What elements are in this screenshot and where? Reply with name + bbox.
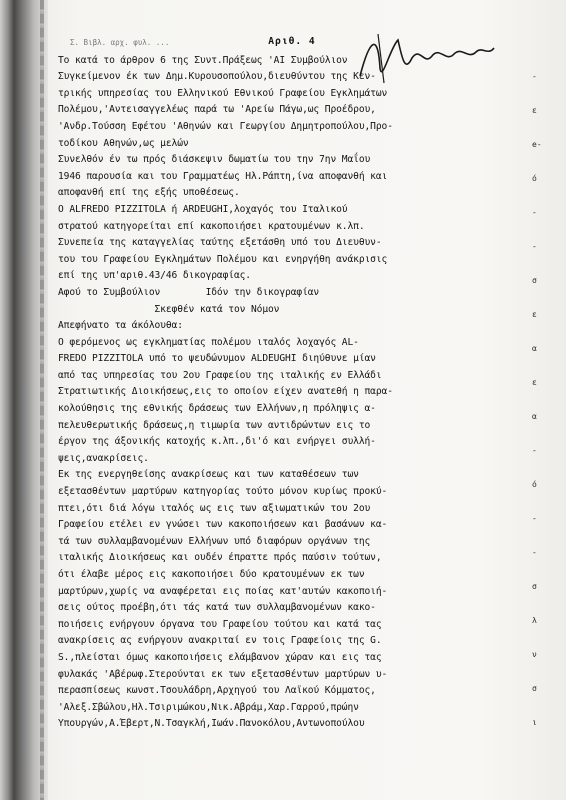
- text-line: ιταλικής Διοικήσεως και ουδέν έπραττε πρός παύσιν τούτων,: [58, 552, 382, 564]
- text-line: έργον της άξονικής κατοχής κ.λπ.,δι'ό και ενήργει συλλή-: [58, 436, 376, 448]
- text-line: Συνελθόν έν τω πρός διάσκεψιν δωματίω του την 7ην Μαΐου: [58, 154, 371, 166]
- document-body: [58, 34, 526, 733]
- text-line: αποφανθή επί της εξής υποθέσεως.: [58, 187, 240, 199]
- document-title: Αριθ. 4: [268, 36, 316, 47]
- margin-note: α: [532, 412, 537, 421]
- right-margin-notes: [532, 70, 562, 790]
- margin-note: -: [532, 208, 537, 217]
- binding-stitch: [40, 0, 44, 800]
- text-line: Σκεφθέν κατά τον Νόμον: [58, 303, 280, 315]
- text-line: περασπίσεως κωνστ.Τσουλάδρη,Αρχηγού του Λαϊκού Κόμματος,: [58, 685, 376, 697]
- margin-note: σ: [532, 276, 537, 285]
- text-line: Ο ALFREDO PIZZITOLA ή ARDEUGHI,λοχαγός του Ιταλικού: [58, 203, 348, 215]
- text-line: από τας υπηρεσίας του 2ου Γραφείου της ιταλικής εν Ελλάδι: [58, 369, 382, 381]
- margin-note: ε: [532, 378, 537, 387]
- text-line: Στρατιωτικής Διοικήσεως,εις το οποίον είχεν ανατεθή η παρα-: [58, 386, 393, 398]
- margin-note: -: [532, 446, 537, 455]
- text-line: ανακρίσεις ας ενήργουν ανακριταί εν τοις Γραφείοις της G.: [58, 635, 382, 647]
- text-line: επί της υπ'αριθ.43/46 δικογραφίας.: [58, 270, 251, 282]
- margin-note: ν: [532, 650, 537, 659]
- margin-note: e-: [532, 140, 542, 149]
- margin-note: λ: [532, 616, 537, 625]
- text-line: τρικής υπηρεσίας του Ελληνικού Εθνικού Γραφείου Εγκλημάτων: [58, 87, 388, 99]
- margin-note: ε: [532, 106, 537, 115]
- text-line: εξετασθέντων μαρτύρων κατηγορίας τούτο μόνον κυρίως προκύ-: [58, 486, 388, 498]
- text-line: ότι έλαβε μέρος εις κακοποιήσει δύο κρατουμένων εκ των: [58, 569, 365, 580]
- text-line: σεις ούτος προέβη,ότι τάς κατά των συλλαμβανομένων κακο-: [58, 602, 376, 614]
- text-line: Απεφήνατο τα άκόλουθα:: [58, 320, 183, 332]
- margin-note: α: [532, 344, 537, 353]
- text-line: Συνεπεία της καταγγελίας ταύτης εξετάσθη υπό του Διευθυν-: [58, 237, 382, 249]
- margin-note: ι: [532, 718, 537, 727]
- text-line: φυλακάς 'Αβέρωφ.Στερούνται εκ των εξετασθέντων μαρτύρων υ-: [58, 668, 388, 680]
- text-line: ποιήσεις ενήργουν όργανα του Γραφείου τούτου και κατά τας: [58, 618, 382, 630]
- margin-note: -: [532, 514, 537, 523]
- text-line: κολούθησις της εθνικής δράσεως των Ελλήνων,η πρόληψις α-: [58, 403, 376, 415]
- text-line: 1946 παρουσία και του Γραμματέως Ηλ.Ράπτη,ίνα αποφανθή και: [58, 170, 388, 182]
- text-line: Ο φερόμενος ως εγκληματίας πολέμου ιταλός λοχαγός AL-: [58, 336, 359, 348]
- margin-note: ό: [532, 174, 537, 183]
- faint-header-text: Σ. Βιβλ. αρχ. φυλ. ...: [70, 38, 170, 47]
- margin-note: ε: [532, 310, 537, 319]
- margin-note: -: [532, 548, 537, 557]
- text-line: Γραφείου ετέλει εν γνώσει των κακοποιήσεων και βασάνων κα-: [58, 519, 388, 531]
- text-line: τά των συλλαμβανομένων Ελλήνων υπό διαφόρων οργάνων της: [58, 535, 371, 547]
- text-line: στρατού κατηγορείται επί κακοποιήσει κρατουμένων κ.λπ.: [58, 220, 365, 232]
- margin-note: ό: [532, 480, 537, 489]
- document-lines: [58, 53, 526, 733]
- text-line: 'Αλεξ.Σβώλου,Ηλ.Τσιριμώκου,Νικ.Αβράμ,Χαρ.Γαρρού,πρώην: [58, 701, 359, 713]
- text-line: Υπουργών,Α.Έβερτ,Ν.Τσαγκλή,Ιωάν.Πανοκόλου,Αντωνοπούλου: [58, 718, 365, 730]
- margin-note: σ: [532, 684, 537, 693]
- margin-note: -: [532, 242, 537, 251]
- text-line: Εκ της ενεργηθείσης ανακρίσεως και των καταθέσεων των: [58, 469, 359, 481]
- text-line: μαρτύρων,χωρίς να αναφέρεται εις ποίας κατ'αυτών κακοποιή-: [58, 585, 388, 597]
- text-line: πελευθερωτικής δράσεως,η τιμωρία των αντιδρώντων εις το: [58, 419, 371, 431]
- text-line: πτει,ότι διά λόγω ιταλός ως εις των αξιωματικών του 2ου: [58, 502, 371, 514]
- margin-note: σ: [532, 582, 537, 591]
- text-line: ψεις,ανακρίσεις.: [58, 452, 149, 464]
- text-line: Το κατά το άρθρον 6 της Συντ.Πράξεως 'ΑΙ Συμβούλιον: [58, 54, 348, 66]
- text-line: Αφού το Συμβούλιον Ιδόν την δικογραφίαν: [58, 286, 320, 298]
- text-line: τοδίκου Αθηνών,ως μελών: [58, 137, 189, 149]
- margin-note: -: [532, 72, 537, 81]
- text-line: 'Ανδρ.Τούσση Εφέτου 'Αθηνών και Γεωργίου Δημητροπούλου,Προ-: [58, 120, 393, 132]
- text-line: FREDO PIZZITOLA υπό το ψευδώνυμον ALDEUGHI διηύθυνε μίαν: [58, 353, 376, 365]
- text-line: του του Γραφείου Εγκλημάτων Πολέμου και ενηργήθη ανάκρισις: [58, 253, 388, 265]
- text-line: Πολέμου,'Αντεισαγγελέως παρά τω 'Αρείω Πάγω,ως Προέδρου,: [58, 104, 376, 116]
- text-line: S.,πλείσται όμως κακοποιήσεις ελάμβανον χώραν και εις τας: [58, 651, 382, 663]
- text-line: Συγκείμενον έκ των Δημ.Κυρουσοπούλου,διευθύντου της Κεν-: [58, 71, 376, 83]
